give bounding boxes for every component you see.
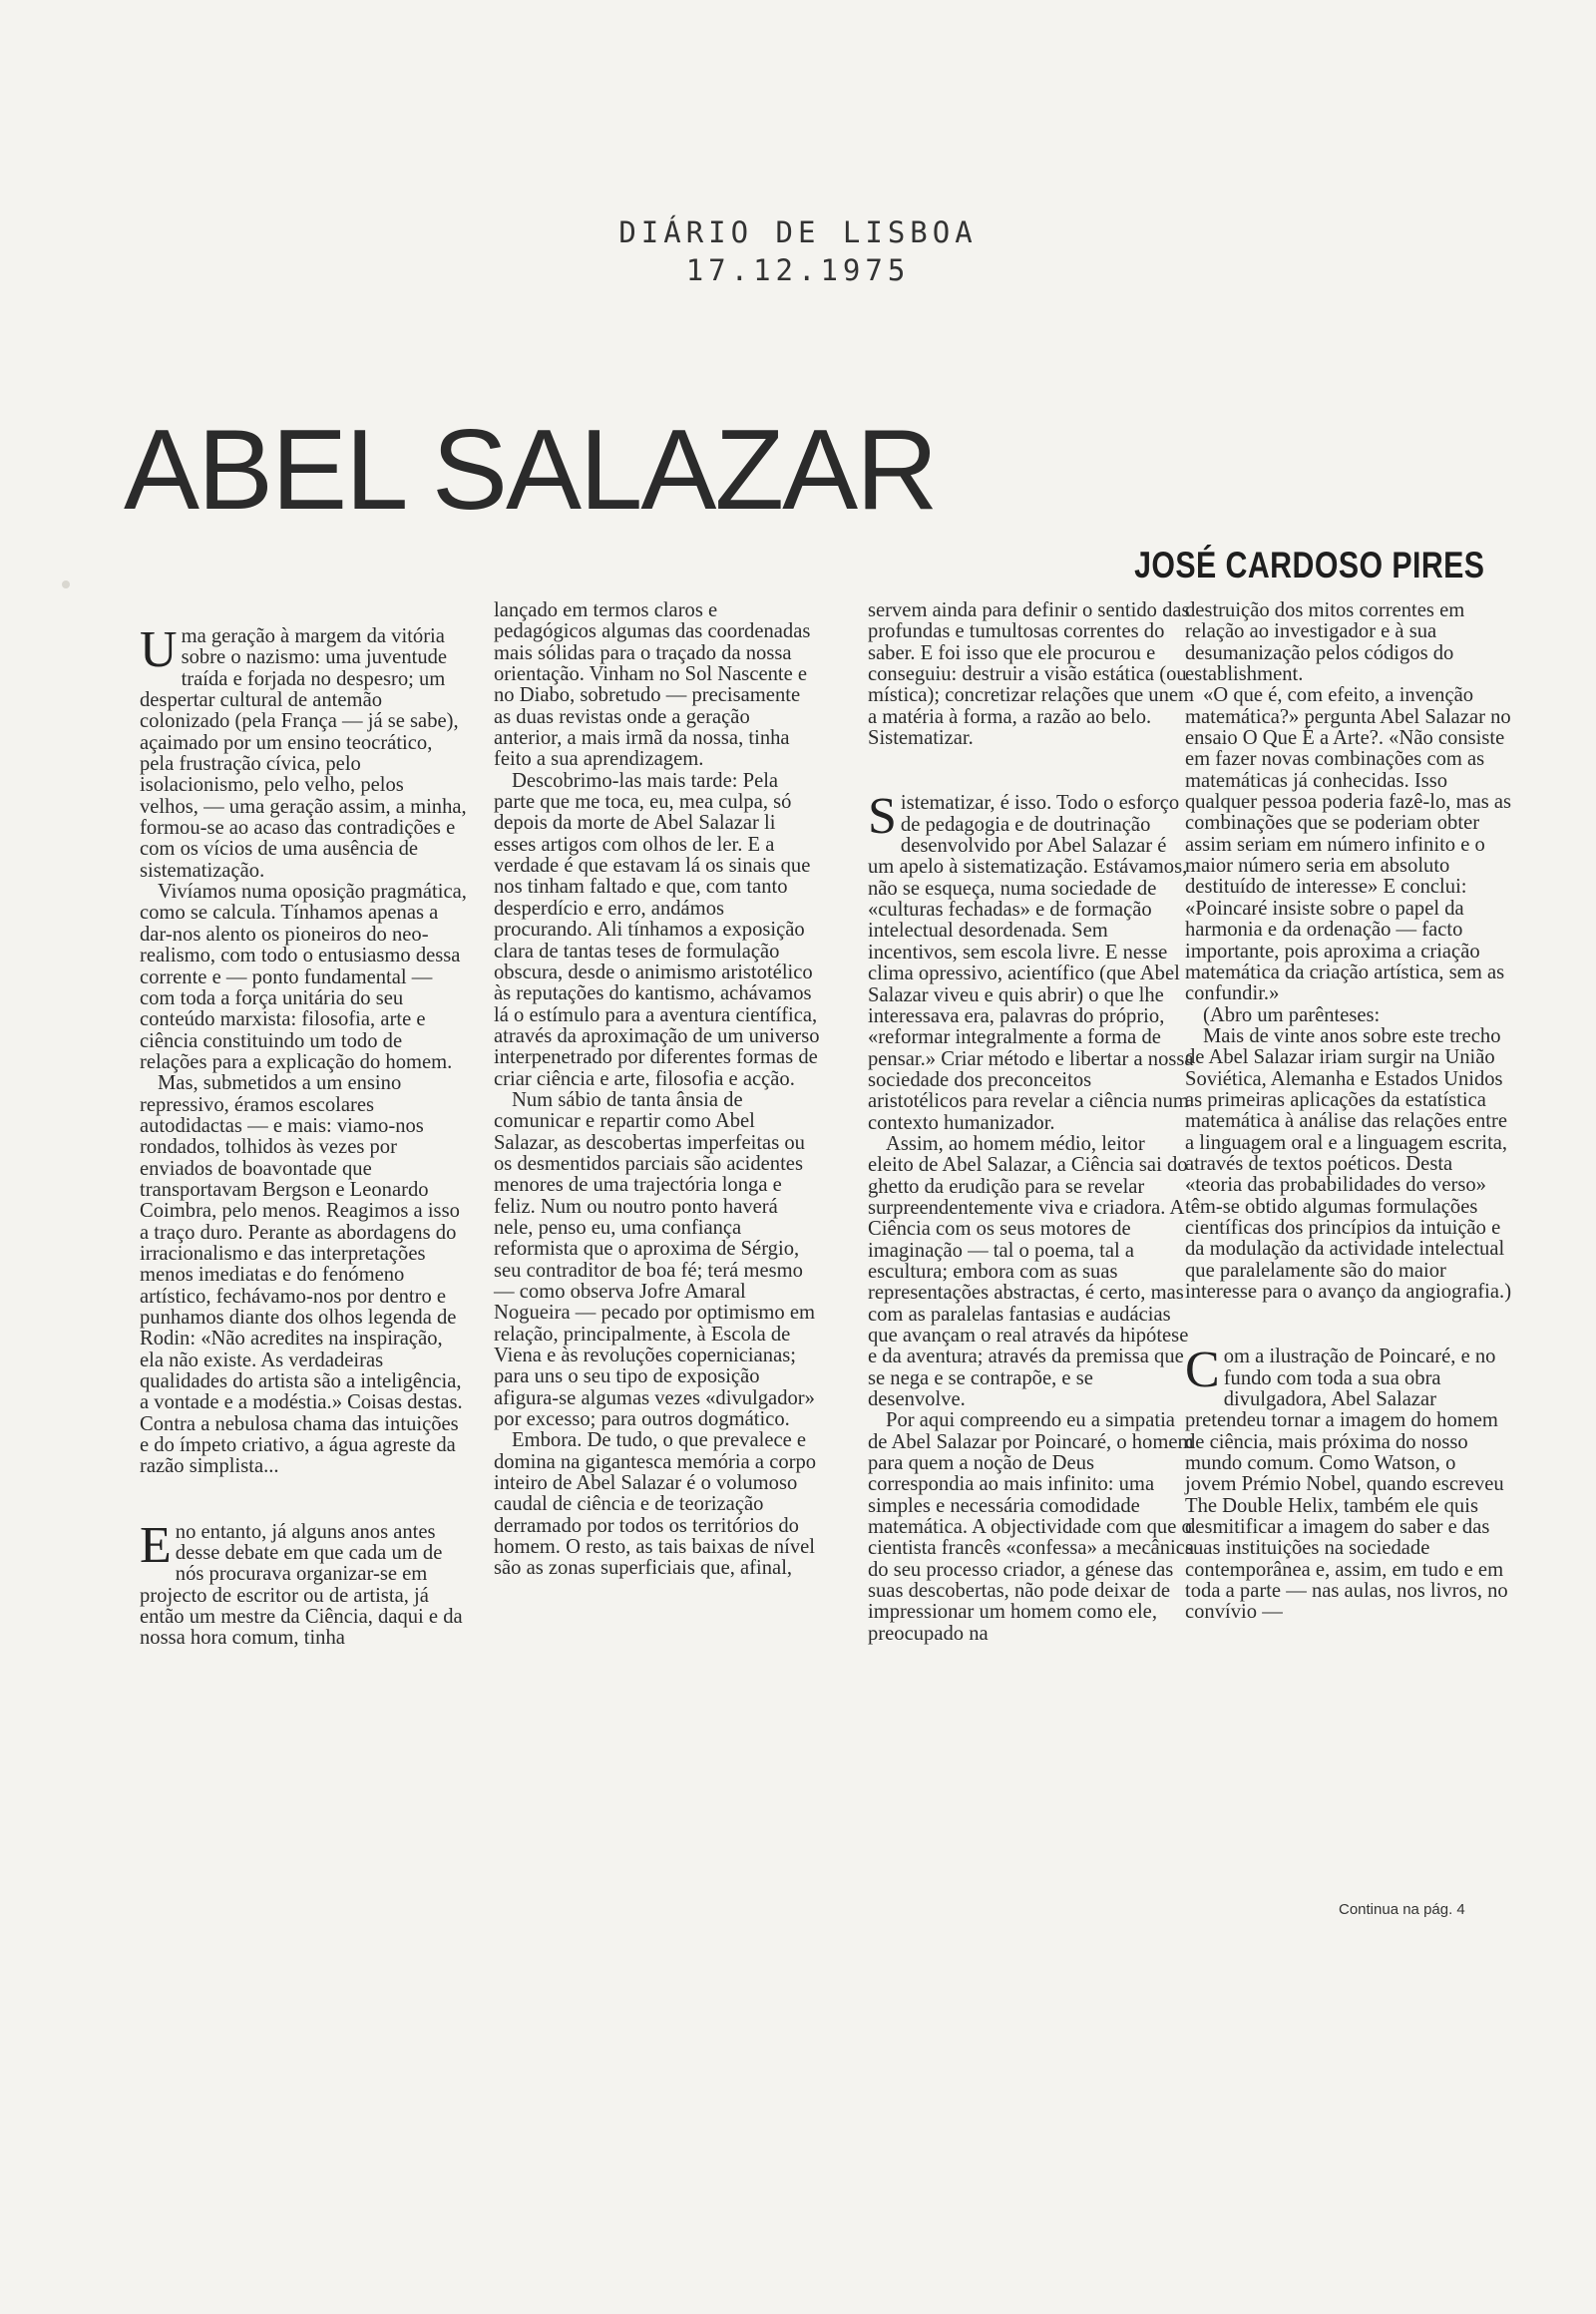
paragraph: Mais de vinte anos sobre este trecho de Abel Salazar iriam surgir na União Soviética, Alemanha e Estados Unidos as primeiras aplicações da estatística matemática à análise das relações entre a linguagem oral e a linguagem escrita, através de textos poéticos. Desta «teoria das probabilidades do verso» têm-se obtido algumas formulações científicas dos princípios da intuição e da modulação da actividade intelectual que paralelamente são do maior interesse para o avanço da angiografia.) xyxy=(1185,1024,1512,1303)
page-smudge xyxy=(62,580,70,588)
paragraph: Mas, submetidos a um ensino repressivo, éramos escolares autodidactas — e mais: viamo-nos rondados, tolhidos às vezes por enviados de boavontade que transportavam Bergson e Leonardo Coimbra, pelo menos. Reagimos a isso a traço duro. Perante as abordagens do irracionalismo e das interpretações menos imediatas e do fenómeno artístico, fechávamo-nos por dentro e punhamos diante dos olhos legenda de Rodin: «Não acredites na inspiração, ela não existe. As verdadeiras qualidades do artista são a inteligência, a vontade e a modéstia.» Coisas destas. Contra a nebulosa chama das intuições e do ímpeto criativo, a água agreste da razão simplista... xyxy=(140,1072,463,1478)
headline: ABEL SALAZAR xyxy=(124,407,937,534)
column-4 xyxy=(1185,600,1512,1624)
byline: JOSÉ CARDOSO PIRES xyxy=(1133,545,1484,585)
drop-cap: U xyxy=(140,621,178,678)
paragraph: Embora. De tudo, o que prevalece e domina na gigantesca memória a corpo inteiro de Abel Salazar é o volumoso caudal de ciência e de teorização derramado por todos os territórios do homem. O resto, as tais baixas de nível são as zonas superficiais que, afinal, xyxy=(494,1429,817,1580)
paragraph: Eno entanto, já alguns anos antes desse debate em que cada um de nós procurava organizar-se em projecto de escritor ou de artista, já então um mestre da Ciência, daqui e da nossa hora comum, tinha xyxy=(140,1516,463,1650)
paragraph: (Abro um parênteses: xyxy=(1203,1003,1381,1026)
paragraph: Assim, ao homem médio, leitor eleito de Abel Salazar, a Ciência sai do ghetto da erudição para se revelar surpreendentemente viva e criadora. A Ciência com os seus motores de imaginação — tal o poema, tal a escultura; embora com as suas representações abstractas, é certo, mas com as paralelas fantasias e audácias que avançam o real através da hipótese e da aventura; através da premissa que se nega e se contrapõe, e se desenvolve. xyxy=(868,1132,1189,1411)
drop-cap: E xyxy=(140,1516,172,1574)
paragraph: «O que é, com efeito, a invenção matemática?» pergunta Abel Salazar no ensaio O Que É a Arte?. «Não consiste em fazer novas combinações com as matemáticas já conhecidas. Isso qualquer pessoa poderia fazê-lo, mas as combinações que se poderiam obter assim seriam em número infinito e o maior número seria em absoluto destituído de interesse» E conclui: «Poincaré insiste sobre o papel da harmonia e da ordenação — facto importante, pois aproxima a criação matemática da criação artística, sem as confundir.» xyxy=(1185,684,1512,1005)
publication-date: 17.12.1975 xyxy=(685,253,911,287)
paragraph: servem ainda para definir o sentido das profundas e tumultosas correntes do saber. E foi isso que ele procurou e conseguiu: destruir a visão estática (ou mística); concretizar relações que unem a matéria à forma, a razão ao belo. Sistematizar. xyxy=(868,599,1195,750)
newspaper-name: DIÁRIO DE LISBOA xyxy=(618,215,978,249)
paragraph: Num sábio de tanta ânsia de comunicar e repartir como Abel Salazar, as descobertas imperfeitas ou os desmentidos parciais são acidentes menores de uma trajectória longa e feliz. Num ou noutro ponto haverá nele, penso eu, uma confiança reformista que o aproxima de Sérgio, seu contraditor de boa fé; terá mesmo — como observa Jofre Amaral Nogueira — pecado por optimismo em relação, principalmente, à Escola de Viena e às revoluções copernicianas; para uns o seu tipo de exposição afigura-se algumas vezes «divulgador» por excesso; para outros dogmático. xyxy=(494,1088,815,1431)
drop-cap: C xyxy=(1185,1342,1220,1399)
masthead xyxy=(0,213,1596,289)
paragraph: Vivíamos numa oposição pragmática, como se calcula. Tínhamos apenas a dar-nos alento os pioneiros do neo-realismo, com todo o entusiasmo dessa corrente e — ponto fundamental — com toda a força unitária do seu conteúdo marxista: filosofia, arte e ciência constituindo um todo de relações para a explicação do homem. xyxy=(140,881,467,1073)
paragraph: Com a ilustração de Poincaré, e no fundo com toda a sua obra divulgadora, Abel Salazar pretendeu tornar a imagem do homem de ciência, mais próxima do nosso mundo comum. Como Watson, o jovem Prémio Nobel, quando escreveu The Double Helix, também ele quis desmitificar a imagem do saber e das suas instituições na sociedade contemporânea e, assim, em tudo e em toda a parte — nas aulas, nos livros, no convívio — xyxy=(1185,1342,1508,1624)
column-3 xyxy=(868,600,1195,1645)
paragraph: Por aqui compreendo eu a simpatia de Abel Salazar por Poincaré, o homem para quem a noção de Deus correspondia ao mais infinito: uma simples e necessária comodidade matemática. A objectividade com que o cientista francês «confessa» a mecânica do seu processo criador, a génese das suas descobertas, não pode deixar de impressionar um homem como ele, preocupado na xyxy=(868,1409,1195,1645)
drop-cap: S xyxy=(868,788,897,846)
paragraph: Descobrimo-las mais tarde: Pela parte que me toca, eu, mea culpa, só depois da morte de Abel Salazar li esses artigos com olhos de ler. E a verdade é que estavam lá os sinais que nos tinham faltado e que, com tanto desperdício e erro, andámos procurando. Ali tínhamos a exposição clara de tantas teses de formulação obscura, desde o animismo aristotélico às reputações do kantismo, achávamos lá o estímulo para a aventura científica, através da aproximação de um universo interpenetrado por diferentes formas de criar ciência e arte, filosofia e acção. xyxy=(494,769,820,1090)
column-2 xyxy=(494,600,821,1580)
column-1 xyxy=(140,621,467,1650)
paragraph: Uma geração à margem da vitória sobre o nazismo: uma juventude traída e forjada no despesro; um despertar cultural de antemão colonizado (pela França — já se sabe), açaimado por um ensino teocrático, pela frustração cívica, pelo isolacionismo, pelo velho, pelos velhos, — uma geração assim, a minha, formou-se ao acaso das contradições e com os vícios de uma ausência de sistematização. xyxy=(140,621,467,882)
paragraph: destruição dos mitos correntes em relação ao investigador e à sua desumanização pelos códigos do establishment. xyxy=(1185,599,1465,686)
continuation-note: Continua na pág. 4 xyxy=(1339,1901,1465,1918)
paragraph: lançado em termos claros e pedagógicos algumas das coordenadas mais sólidas para o traçado da nossa orientação. Vinham no Sol Nascente e no Diabo, sobretudo — precisamente as duas revistas onde a geração anterior, a mais irmã da nossa, tinha feito a sua aprendizagem. xyxy=(494,599,811,771)
paragraph: Sistematizar, é isso. Todo o esforço de pedagogia e de doutrinação desenvolvido por Abel Salazar é um apelo à sistematização. Estávamos, não se esqueça, numa sociedade de «culturas fechadas» e de formação intelectual desordenada. Sem incentivos, sem escola livre. E nesse clima opressivo, acientífico (que Abel Salazar viveu e quis abrir) o que lhe interessava era, palavras do próprio, «reformar integralmente a forma de pensar.» Criar método e libertar a nossa sociedade dos preconceitos aristotélicos para revelar a ciência num contexto humanizador. xyxy=(868,788,1194,1134)
